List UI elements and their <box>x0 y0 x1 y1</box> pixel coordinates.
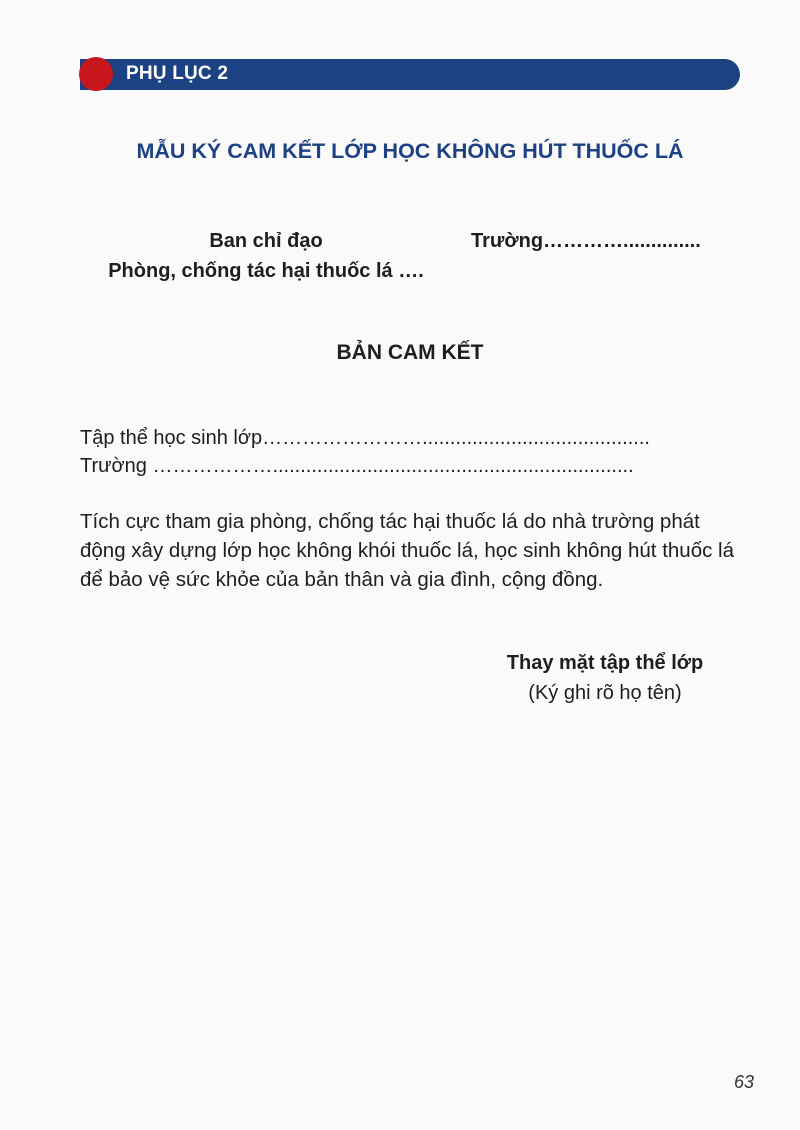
issuing-body <box>80 226 452 286</box>
document-title: MẪU KÝ CAM KẾT LỚP HỌC KHÔNG HÚT THUỐC LÁ <box>136 139 684 163</box>
page-number: 63 <box>734 1072 755 1092</box>
issuing-body-line-1: Ban chỉ đạo <box>209 230 323 252</box>
school-header: Trường………….............. <box>471 230 701 252</box>
appendix-dot-icon <box>79 57 113 91</box>
appendix-label: PHỤ LỤC 2 <box>126 63 229 84</box>
commitment-body: Tích cực tham gia phòng, chống tác hại thuốc lá do nhà trường phát động xây dựng lớp học không khói thuốc lá, học sinh không hút thuốc lá để bảo vệ sức khỏe của bản thân và gia đình, cộng đồng. <box>80 510 734 591</box>
issuing-body-line-2: Phòng, chống tác hại thuốc lá …. <box>108 260 424 282</box>
school-fill-line: Trường ………………................................................................. <box>80 455 634 477</box>
class-fill-line: Tập thể học sinh lớp……………………......................................... <box>80 427 650 449</box>
commitment-title: BẢN CAM KẾT <box>336 341 484 364</box>
signature-role: Thay mặt tập thể lớp <box>506 652 704 674</box>
signature-note: (Ký ghi rõ họ tên) <box>528 682 682 704</box>
signature-block <box>470 648 740 708</box>
